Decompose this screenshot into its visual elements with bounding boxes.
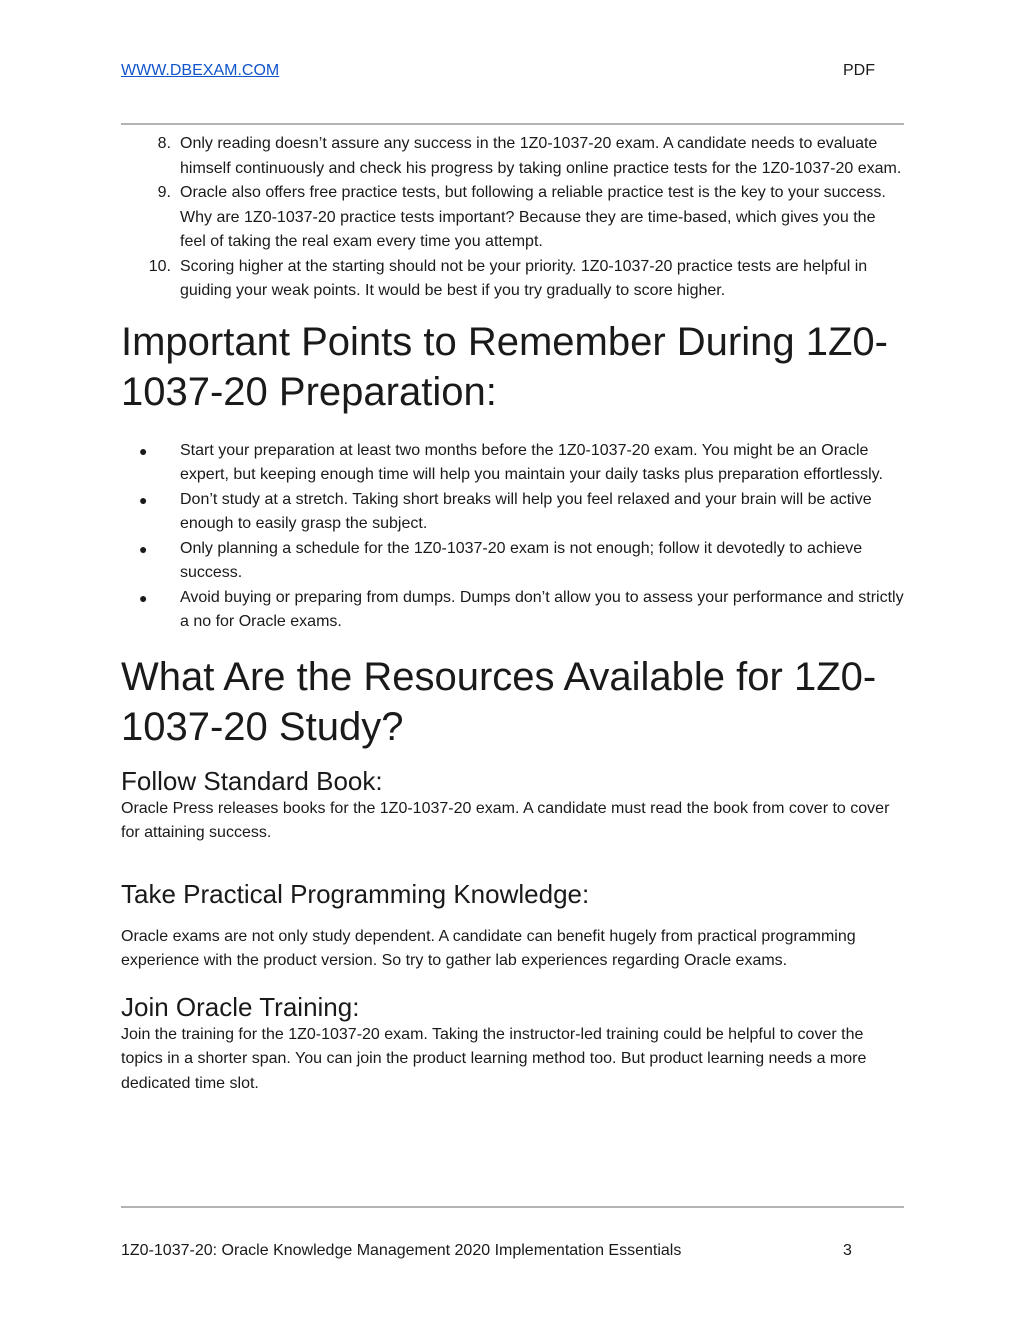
pdf-label: PDF <box>843 62 875 79</box>
subheading-practical-knowledge: Take Practical Programming Knowledge: <box>121 878 590 909</box>
main-content <box>121 132 904 1096</box>
numbered-list <box>121 132 904 304</box>
list-item <box>121 132 904 181</box>
list-text: Only planning a schedule for the 1Z0-1037-20 exam is not enough; follow it devotedly to achieve success. <box>180 539 863 581</box>
list-item <box>121 181 904 255</box>
list-item <box>121 439 904 488</box>
paragraph-standard-book: Oracle Press releases books for the 1Z0-1037-20 exam. A candidate must read the book from cover to cover for attaining success. <box>121 799 890 841</box>
list-text: Avoid buying or preparing from dumps. Dumps don’t allow you to assess your performance and strictly a no for Oracle exams. <box>180 588 904 630</box>
bullet-icon: ● <box>139 442 148 459</box>
heading-line: 1037-20 Preparation: <box>121 369 497 414</box>
list-text: Oracle also offers free practice tests, but following a reliable practice test is the key to your success. Why are 1Z0-1037-20 practice tests important? Because they are time-based, which gives you the feel of taking the real exam every time you attempt. <box>180 184 886 250</box>
footer-divider <box>121 1206 904 1208</box>
list-item <box>121 488 904 537</box>
subheading-oracle-training: Join Oracle Training: <box>121 991 360 1022</box>
list-text: Don’t study at a stretch. Taking short breaks will help you feel relaxed and your brain will be active enough to easily grasp the subject. <box>180 490 872 532</box>
list-number: 9. <box>157 184 171 201</box>
page-number: 3 <box>843 1242 852 1259</box>
paragraph-oracle-training: Join the training for the 1Z0-1037-20 exam. Taking the instructor-led training could be helpful to cover the topics in a shorter span. You can join the product learning method too. But product learning needs a more dedicated time slot. <box>121 1025 867 1092</box>
list-number: 8. <box>157 135 171 152</box>
footer-title: 1Z0-1037-20: Oracle Knowledge Management 2020 Implementation Essentials <box>121 1242 682 1259</box>
subheading-standard-book: Follow Standard Book: <box>121 765 383 796</box>
list-text: Only reading doesn’t assure any success in the 1Z0-1037-20 exam. A candidate needs to evaluate himself continuously and check his progress by taking online practice tests for the 1Z0-1037-20 exam. <box>180 135 902 177</box>
section-heading-important-points <box>121 317 904 417</box>
list-item <box>121 255 904 304</box>
list-text: Start your preparation at least two months before the 1Z0-1037-20 exam. You might be an Oracle expert, but keeping enough time will help you maintain your daily tasks plus preparation effortlessly. <box>180 441 883 483</box>
list-item <box>121 586 904 635</box>
bullet-icon: ● <box>139 491 148 508</box>
bullet-icon: ● <box>139 540 148 557</box>
bullet-list <box>121 439 904 635</box>
heading-line: Important Points to Remember During 1Z0- <box>121 319 888 364</box>
site-link[interactable]: WWW.DBEXAM.COM <box>121 62 280 79</box>
heading-line: What Are the Resources Available for 1Z0- <box>121 654 877 699</box>
heading-line: 1037-20 Study? <box>121 704 404 749</box>
list-number: 10. <box>148 257 171 275</box>
list-text: Scoring higher at the starting should not be your priority. 1Z0-1037-20 practice tests are helpful in guiding your weak points. It would be best if you try gradually to score higher. <box>180 257 868 299</box>
section-heading-resources <box>121 652 904 752</box>
bullet-icon: ● <box>139 589 148 606</box>
paragraph-practical-knowledge: Oracle exams are not only study dependent. A candidate can benefit hugely from practical programming experience with the product version. So try to gather lab experiences regarding Oracle exams. <box>121 927 856 969</box>
header-divider <box>121 123 904 125</box>
list-item <box>121 537 904 586</box>
